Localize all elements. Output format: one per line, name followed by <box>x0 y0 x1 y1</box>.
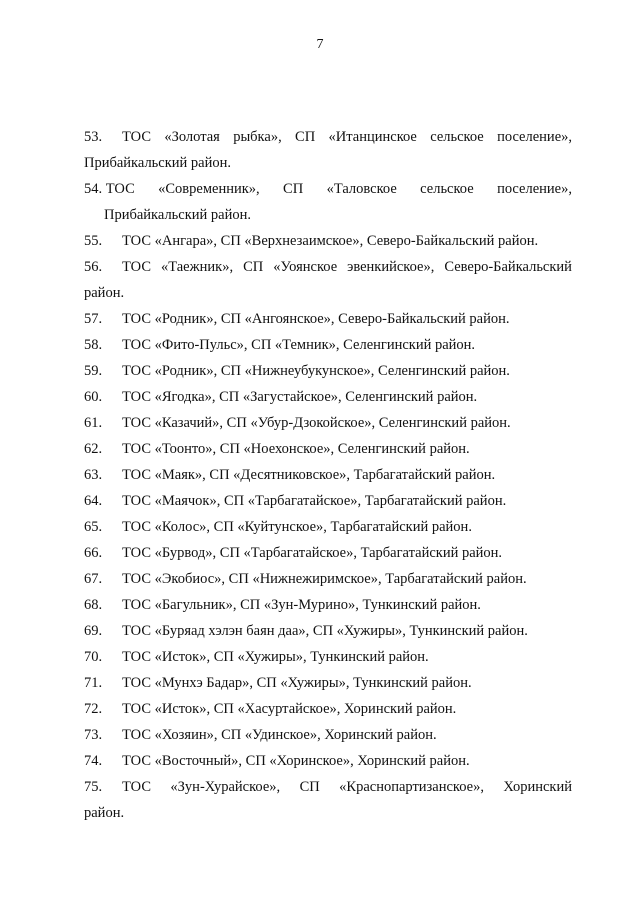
item-word: поселение», <box>497 181 572 197</box>
item-word: СП <box>299 779 320 795</box>
item-word: «Таежник», <box>161 259 234 275</box>
item-text: ТОС «Экобиос», СП «Нижнежиримское», Тарбагатайский район. <box>122 571 527 587</box>
item-number: 66. <box>84 545 103 561</box>
list-item <box>84 592 572 618</box>
item-number: 67. <box>84 571 103 587</box>
item-number: 73. <box>84 727 103 743</box>
list-item <box>84 332 572 358</box>
list-item <box>84 514 572 540</box>
list-item <box>84 228 572 254</box>
item-text: ТОС «Мунхэ Бадар», СП «Хужиры», Тункинский район. <box>122 675 472 691</box>
item-text: ТОС «Тоонто», СП «Ноехонское», Селенгинский район. <box>122 441 470 457</box>
item-word: ТОС <box>122 779 151 795</box>
item-text: ТОС «Родник», СП «Ангоянское», Северо-Байкальский район. <box>122 311 510 327</box>
item-word: 54. ТОС <box>84 181 135 197</box>
list-item <box>84 722 572 748</box>
item-text: ТОС «Буряад хэлэн баян даа», СП «Хужиры», Тункинский район. <box>122 623 528 639</box>
item-text: ТОС «Хозяин», СП «Удинское», Хоринский район. <box>122 727 437 743</box>
item-number: 71. <box>84 675 103 691</box>
item-text: ТОС «Ангара», СП «Верхнезаимское», Северо-Байкальский район. <box>122 233 539 249</box>
list-item <box>84 384 572 410</box>
list-item <box>84 618 572 644</box>
item-text: ТОС «Маячок», СП «Тарбагатайское», Тарбагатайский район. <box>122 493 507 509</box>
item-text: ТОС «Багульник», СП «Зун-Мурино», Тункинский район. <box>122 597 481 613</box>
item-text: ТОС «Маяк», СП «Десятниковское», Тарбагатайский район. <box>122 467 496 483</box>
item-number: 64. <box>84 493 103 509</box>
list-item <box>84 124 572 176</box>
list-item <box>84 176 572 228</box>
list-item <box>84 488 572 514</box>
item-text: ТОС «Исток», СП «Хасуртайское», Хоринский район. <box>122 701 457 717</box>
item-word: «Зун-Хурайское», <box>170 779 281 795</box>
item-word: СП <box>283 181 304 197</box>
item-word: рыбка», <box>233 129 282 145</box>
list-item <box>84 436 572 462</box>
item-text: ТОС «Казачий», СП «Убур-Дзокойское», Селенгинский район. <box>122 415 511 431</box>
item-text <box>122 774 572 800</box>
item-word: ТОС <box>122 129 151 145</box>
list-item <box>84 670 572 696</box>
item-word: Хоринский <box>503 779 572 795</box>
list-item <box>84 358 572 384</box>
item-word: СП <box>295 129 316 145</box>
list-item <box>84 254 572 306</box>
item-number: 69. <box>84 623 103 639</box>
item-number: 63. <box>84 467 103 483</box>
item-continuation: Прибайкальский район. <box>84 155 231 171</box>
item-text: ТОС «Фито-Пульс», СП «Темник», Селенгинский район. <box>122 337 476 353</box>
item-word: сельское <box>420 181 474 197</box>
item-number: 55. <box>84 233 103 249</box>
item-word: «Золотая <box>164 129 220 145</box>
item-word: Северо-Байкальский <box>444 259 572 275</box>
numbered-list <box>84 124 572 826</box>
item-word: «Таловское <box>326 181 397 197</box>
list-item <box>84 306 572 332</box>
item-word: СП <box>243 259 264 275</box>
item-text: ТОС «Ягодка», СП «Загустайское», Селенгинский район. <box>122 389 478 405</box>
item-number: 56. <box>84 259 103 275</box>
list-item <box>84 566 572 592</box>
item-number: 62. <box>84 441 103 457</box>
item-number: 68. <box>84 597 103 613</box>
item-number: 61. <box>84 415 103 431</box>
item-text: ТОС «Восточный», СП «Хоринское», Хоринский район. <box>122 753 470 769</box>
item-continuation: район. <box>84 805 125 821</box>
list-item <box>84 696 572 722</box>
item-word: сельское <box>430 129 484 145</box>
list-item <box>84 748 572 774</box>
list-item <box>84 644 572 670</box>
list-item <box>84 774 572 826</box>
list-item <box>84 462 572 488</box>
item-text: ТОС «Бурвод», СП «Тарбагатайское», Тарбагатайский район. <box>122 545 503 561</box>
item-text: ТОС «Колос», СП «Куйтунское», Тарбагатайский район. <box>122 519 472 535</box>
item-word: ТОС <box>122 259 151 275</box>
list-item <box>84 540 572 566</box>
item-number: 65. <box>84 519 103 535</box>
item-continuation: район. <box>84 285 125 301</box>
item-text: ТОС «Родник», СП «Нижнеубукунское», Селенгинский район. <box>122 363 510 379</box>
item-text: ТОС «Исток», СП «Хужиры», Тункинский район. <box>122 649 429 665</box>
item-number: 59. <box>84 363 103 379</box>
item-word: «Итанцинское <box>328 129 417 145</box>
item-number: 58. <box>84 337 103 353</box>
item-word: эвенкийское», <box>347 259 435 275</box>
item-word: «Современник», <box>158 181 260 197</box>
item-word: поселение», <box>497 129 572 145</box>
item-continuation: Прибайкальский район. <box>104 207 251 223</box>
item-word: «Уоянское <box>273 259 338 275</box>
item-text <box>122 254 572 280</box>
item-number: 53. <box>84 129 103 145</box>
item-number: 75. <box>84 779 103 795</box>
item-number: 74. <box>84 753 103 769</box>
item-text <box>122 124 572 150</box>
item-number: 70. <box>84 649 103 665</box>
item-number: 72. <box>84 701 103 717</box>
item-number: 57. <box>84 311 103 327</box>
item-number: 60. <box>84 389 103 405</box>
list-item <box>84 410 572 436</box>
page-number: 7 <box>316 37 324 52</box>
item-word: «Краснопартизанское», <box>339 779 484 795</box>
